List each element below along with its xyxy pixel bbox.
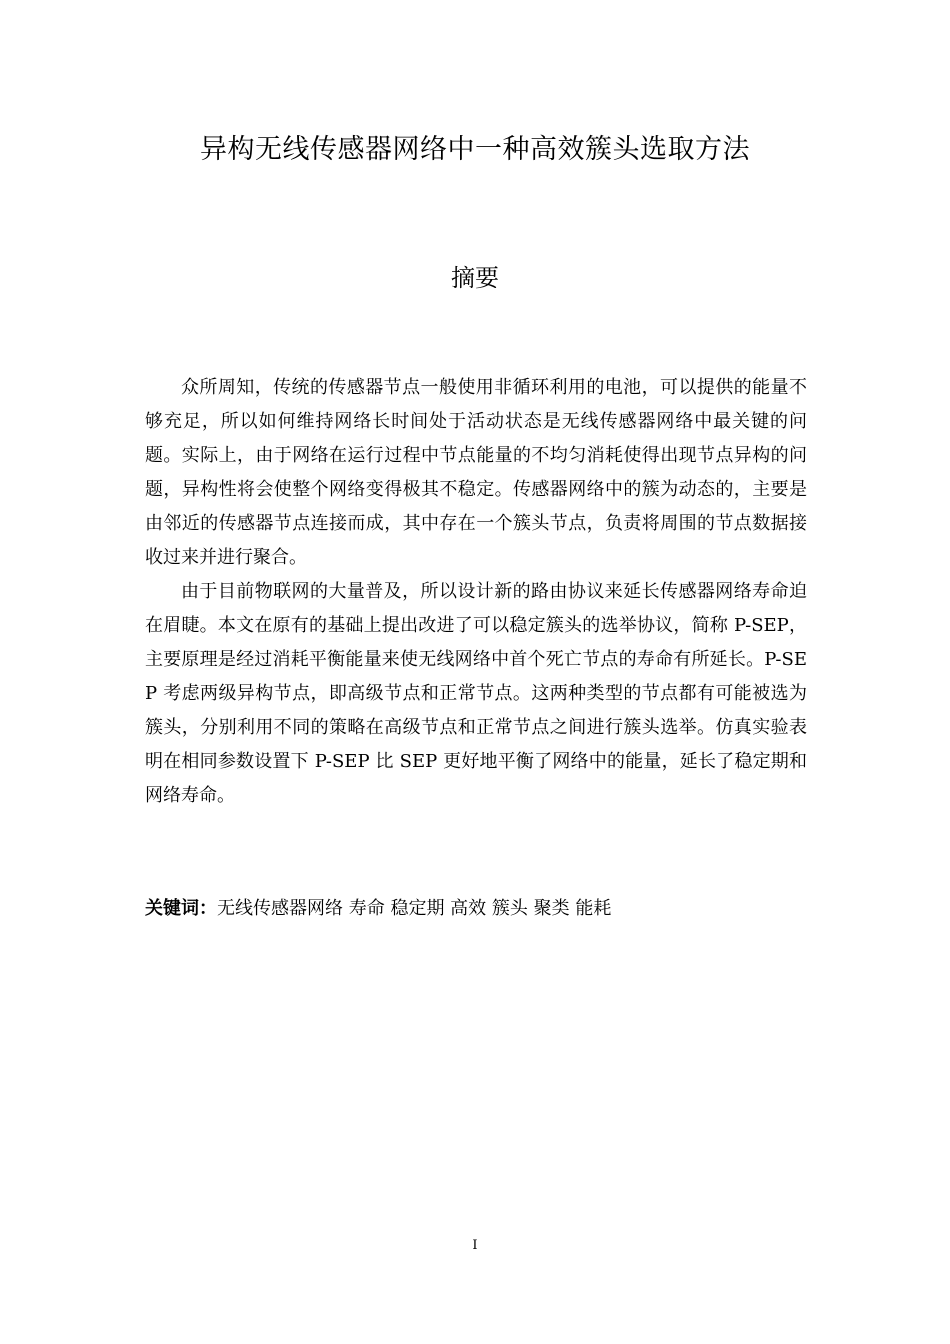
document-title: 异构无线传感器网络中一种高效簇头选取方法 [200,134,750,165]
keywords-list: 无线传感器网络 寿命 稳定期 高效 簇头 聚类 能耗 [217,898,612,919]
keywords-label: 关键词： [145,898,217,919]
abstract-heading: 摘要 [451,264,499,292]
abstract-body [145,371,807,813]
abstract-paragraph-2: 由于目前物联网的大量普及，所以设计新的路由协议来延长传感器网络寿命迫在眉睫。本文在原有的基础上提出改进了可以稳定簇头的选举协议，简称 P-SEP，主要原理是经过消耗平衡能量来使无线网络中首个死亡节点的寿命有所延长。P-SEP 考虑两级异构节点，即高级节点和正常节点。这两种类型的节点都有可能被选为簇头，分别利用不同的策略在高级节点和正常节点之间进行簇头选举。仿真实验表明在相同参数设置下 P-SEP 比 SEP 更好地平衡了网络中的能量，延长了稳定期和网络寿命。 [145,581,807,806]
page-number: I [472,1238,478,1253]
keywords-line [145,892,807,926]
abstract-paragraph-1: 众所周知，传统的传感器节点一般使用非循环利用的电池，可以提供的能量不够充足，所以如何维持网络长时间处于活动状态是无线传感器网络中最关键的问题。实际上，由于网络在运行过程中节点能量的不均匀消耗使得出现节点异构的问题，异构性将会使整个网络变得极其不稳定。传感器网络中的簇为动态的，主要是由邻近的传感器节点连接而成，其中存在一个簇头节点，负责将周围的节点数据接收过来并进行聚合。 [145,377,807,568]
